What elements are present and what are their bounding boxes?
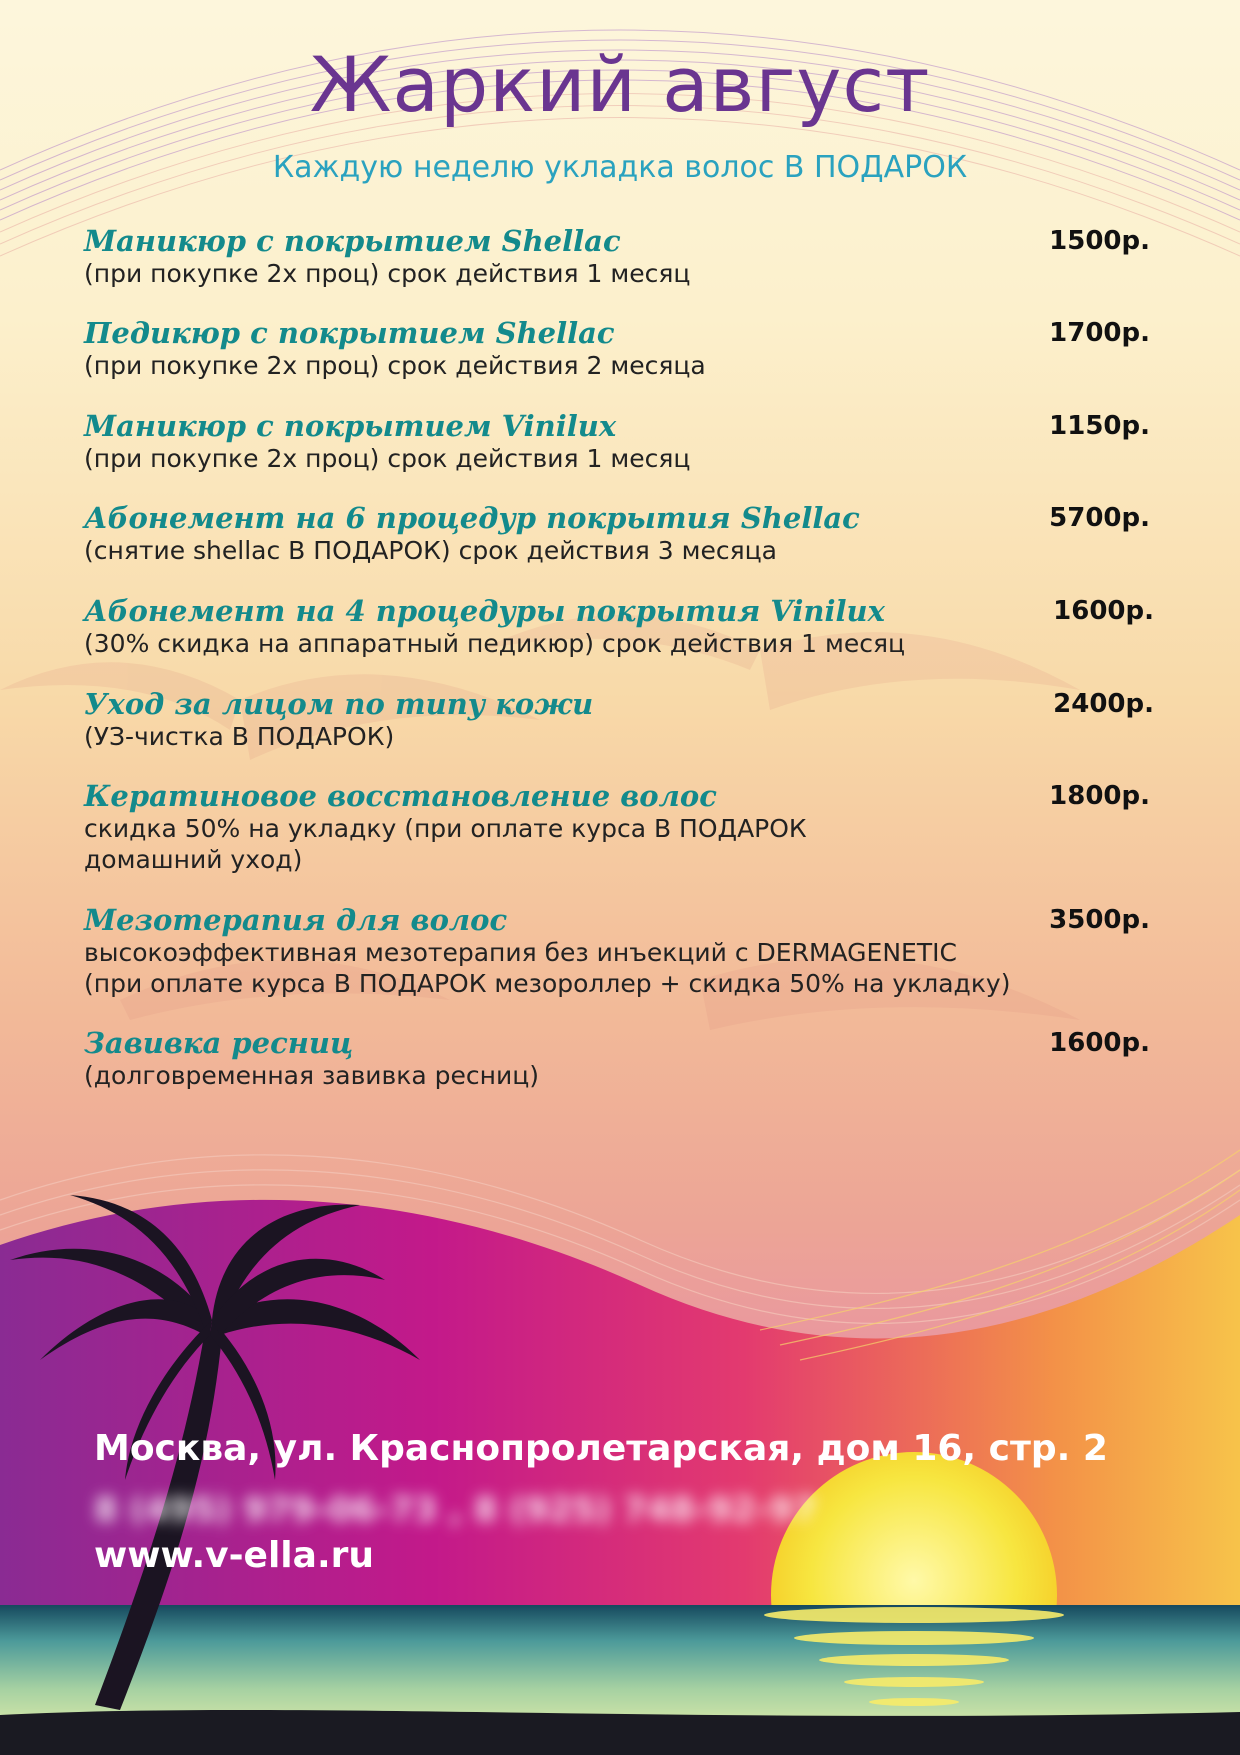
item-price: 1150р. <box>1049 411 1150 441</box>
item-price: 3500р. <box>1049 905 1150 935</box>
item-name: Уход за лицом по типу кожи <box>84 687 594 721</box>
list-item <box>84 1027 1164 1097</box>
item-price: 1700р. <box>1049 318 1150 348</box>
item-description: (при покупке 2х проц) срок действия 1 месяц <box>84 259 691 288</box>
item-description: (снятие shellac В ПОДАРОК) срок действия 3 месяца <box>84 536 777 565</box>
item-description-line2: (при оплате курса В ПОДАРОК мезороллер + скидка 50% на укладку) <box>84 969 1011 998</box>
item-description: (УЗ-чистка В ПОДАРОК) <box>84 722 395 751</box>
item-description: скидка 50% на укладку (при оплате курса В ПОДАРОК <box>84 814 807 843</box>
item-price: 1800р. <box>1049 781 1150 811</box>
item-price: 5700р. <box>1049 503 1150 533</box>
item-description-line2: домашний уход) <box>84 845 303 874</box>
list-item <box>84 595 1164 688</box>
price-list <box>84 225 1164 1097</box>
item-price: 2400р. <box>1053 689 1154 719</box>
item-name: Абонемент на 6 процедур покрытия Shellac <box>84 501 860 535</box>
list-item <box>84 410 1164 502</box>
item-description: (долговременная завивка ресниц) <box>84 1061 540 1090</box>
item-name: Абонемент на 4 процедуры покрытия Vinilux <box>84 594 885 628</box>
item-name: Маникюр с покрытием Vinilux <box>84 409 617 443</box>
list-item <box>84 688 1164 780</box>
list-item <box>84 904 1164 1027</box>
item-name: Мезотерапия для волос <box>84 903 508 937</box>
list-item <box>84 502 1164 595</box>
item-name: Завивка ресниц <box>84 1026 354 1060</box>
website-link[interactable]: www.v-ella.ru <box>94 1535 375 1576</box>
item-description: (при покупке 2х проц) срок действия 1 месяц <box>84 444 691 473</box>
item-name: Кератиновое восстановление волос <box>84 779 717 813</box>
phone-numbers: 8 (495) 979-06-73 , 8 (925) 748-92-97 <box>94 1490 817 1530</box>
item-description: высокоэффективная мезотерапия без инъекций с DERMAGENETIC <box>84 938 957 967</box>
item-price: 1600р. <box>1053 596 1154 626</box>
salon-address: Москва, ул. Краснопролетарская, дом 16, стр. 2 <box>94 1428 1108 1469</box>
page-title: Жаркий август <box>309 40 931 129</box>
item-description: (при покупке 2х проц) срок действия 2 месяца <box>84 351 706 380</box>
item-price: 1600р. <box>1049 1028 1150 1058</box>
item-name: Маникюр с покрытием Shellac <box>84 224 621 258</box>
list-item <box>84 780 1164 904</box>
page-subtitle: Каждую неделю укладка волос В ПОДАРОК <box>272 150 968 185</box>
list-item <box>84 317 1164 410</box>
item-description: (30% скидка на аппаратный педикюр) срок действия 1 месяц <box>84 629 905 658</box>
item-name: Педикюр с покрытием Shellac <box>84 316 615 350</box>
item-price: 1500р. <box>1049 226 1150 256</box>
list-item <box>84 225 1164 317</box>
